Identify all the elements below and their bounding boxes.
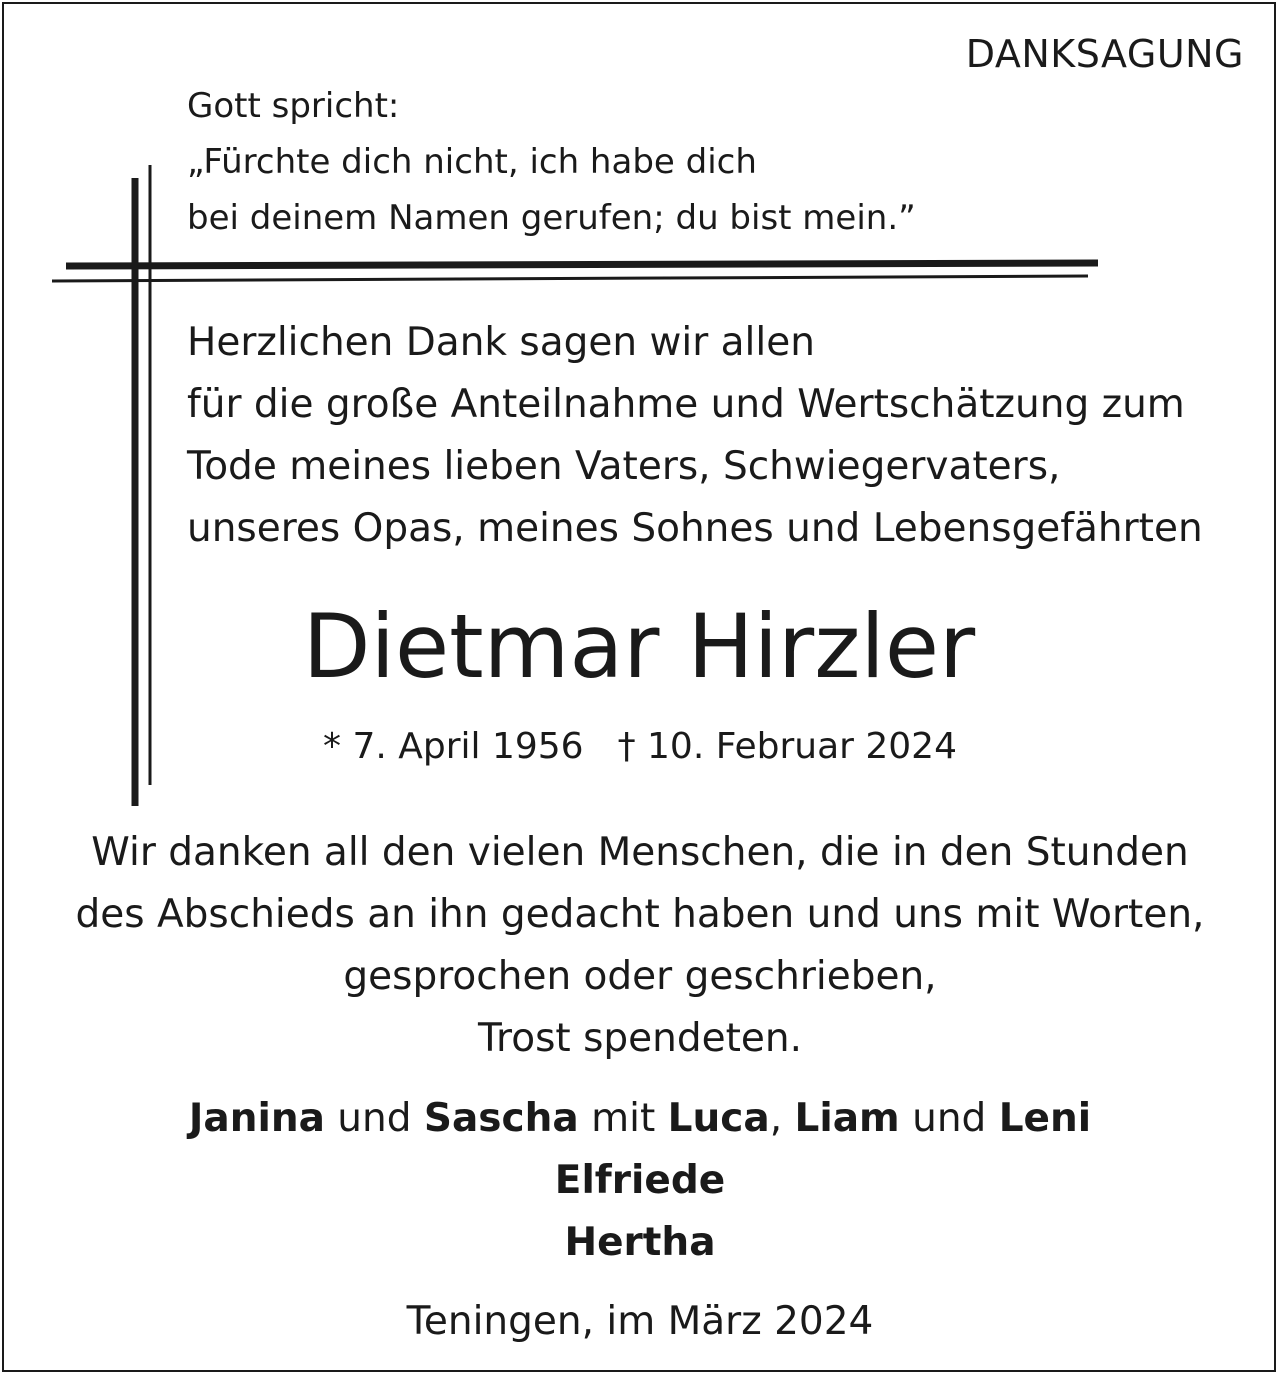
thanks-line: Tode meines lieben Vaters, Schwiegervaters, bbox=[187, 444, 1061, 489]
death-date: † 10. Februar 2024 bbox=[617, 726, 957, 767]
mourners-line bbox=[0, 1212, 1280, 1274]
verse-line: Gott spricht: bbox=[187, 86, 400, 126]
thanks-line: unseres Opas, meines Sohnes und Lebensgefährten bbox=[187, 506, 1203, 551]
verse-line: „Fürchte dich nicht, ich habe dich bbox=[187, 142, 757, 182]
message-line: Trost spendeten. bbox=[477, 1016, 803, 1061]
connector-text: , bbox=[769, 1096, 795, 1141]
mourners-line bbox=[0, 1150, 1280, 1212]
birth-date: * 7. April 1956 bbox=[323, 726, 584, 767]
mourner-name: Liam bbox=[794, 1096, 900, 1141]
notice-type-label: DANKSAGUNG bbox=[965, 32, 1244, 76]
life-dates bbox=[0, 722, 1280, 772]
mourner-name: Hertha bbox=[564, 1220, 716, 1265]
thanks-text bbox=[187, 312, 1203, 560]
connector-text: und bbox=[899, 1096, 999, 1141]
deceased-name bbox=[0, 592, 1280, 702]
message-line: des Abschieds an ihn gedacht haben und uns mit Worten, bbox=[75, 892, 1205, 937]
place-date: Teningen, im März 2024 bbox=[406, 1299, 874, 1344]
verse-line: bei deinem Namen gerufen; du bist mein.” bbox=[187, 198, 916, 238]
message-line: gesprochen oder geschrieben, bbox=[343, 954, 937, 999]
mourners-list bbox=[0, 1088, 1280, 1274]
deceased-name-text: Dietmar Hirzler bbox=[302, 595, 976, 698]
mourner-name: Luca bbox=[667, 1096, 770, 1141]
thanks-line: Herzlichen Dank sagen wir allen bbox=[187, 320, 815, 365]
mourners-line-family bbox=[0, 1088, 1280, 1150]
mourner-name: Elfriede bbox=[554, 1158, 726, 1203]
mourner-name: Janina bbox=[188, 1096, 325, 1141]
message-line: Wir danken all den vielen Menschen, die in den Stunden bbox=[91, 830, 1189, 875]
mourner-name: Leni bbox=[998, 1096, 1092, 1141]
connector-text: mit bbox=[578, 1096, 668, 1141]
connector-text: und bbox=[324, 1096, 424, 1141]
thanks-line: für die große Anteilnahme und Wertschätzung zum bbox=[187, 382, 1185, 427]
gratitude-message bbox=[0, 822, 1280, 1070]
mourner-name: Sascha bbox=[423, 1096, 579, 1141]
